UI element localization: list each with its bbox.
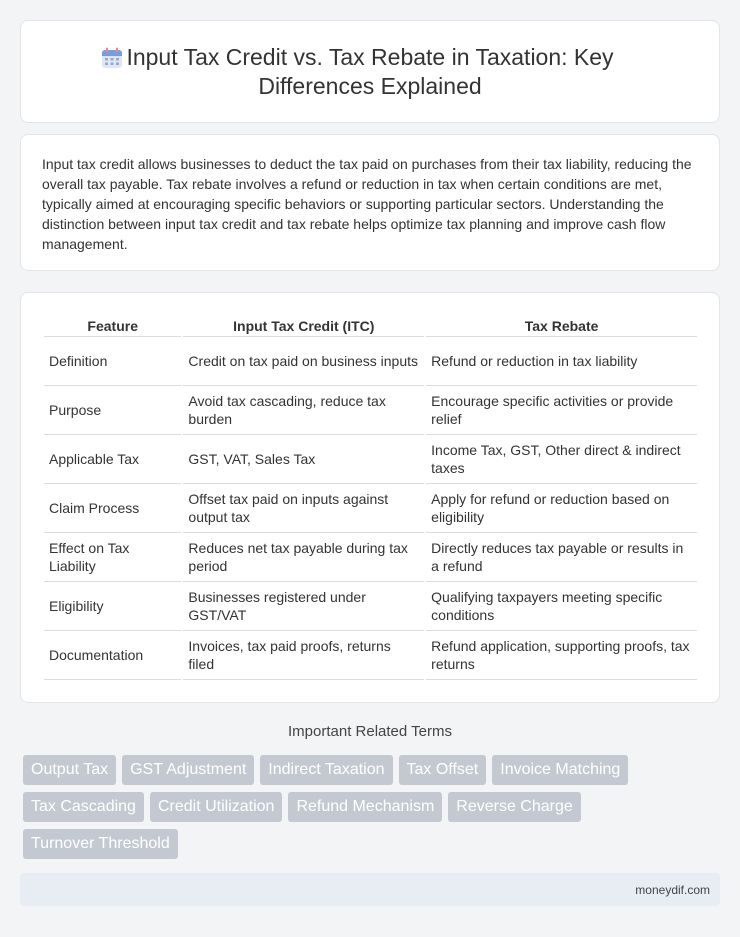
comparison-table	[42, 315, 699, 680]
intro-card	[20, 134, 720, 271]
feature-cell: Documentation	[44, 631, 181, 680]
tag-gst-adjustment[interactable]: GST Adjustment	[122, 755, 254, 785]
tag-turnover-threshold[interactable]: Turnover Threshold	[23, 829, 178, 859]
table-row	[44, 435, 697, 484]
table-row	[44, 484, 697, 533]
feature-cell: Applicable Tax	[44, 435, 181, 484]
header-feature: Feature	[44, 315, 181, 337]
related-terms-heading: Important Related Terms	[288, 723, 452, 740]
itc-cell: Offset tax paid on inputs against output tax	[183, 484, 424, 533]
feature-cell: Definition	[44, 337, 181, 386]
itc-cell: Businesses registered under GST/VAT	[183, 582, 424, 631]
itc-cell: GST, VAT, Sales Tax	[183, 435, 424, 484]
table-row	[44, 631, 697, 680]
feature-cell: Eligibility	[44, 582, 181, 631]
header-input-tax-credit: Input Tax Credit (ITC)	[183, 315, 424, 337]
rebate-cell: Directly reduces tax payable or results in a refund	[426, 533, 697, 582]
title-card	[20, 20, 720, 123]
rebate-cell: Refund application, supporting proofs, tax returns	[426, 631, 697, 680]
tag-refund-mechanism[interactable]: Refund Mechanism	[288, 792, 442, 822]
itc-cell: Avoid tax cascading, reduce tax burden	[183, 386, 424, 435]
tag-invoice-matching[interactable]: Invoice Matching	[492, 755, 628, 785]
tag-indirect-taxation[interactable]: Indirect Taxation	[260, 755, 392, 785]
rebate-cell: Qualifying taxpayers meeting specific conditions	[426, 582, 697, 631]
table-header-row	[44, 315, 697, 337]
feature-cell: Claim Process	[44, 484, 181, 533]
rebate-cell: Apply for refund or reduction based on eligibility	[426, 484, 697, 533]
rebate-cell: Encourage specific activities or provide relief	[426, 386, 697, 435]
table-row	[44, 582, 697, 631]
itc-cell: Reduces net tax payable during tax period	[183, 533, 424, 582]
tag-tax-offset[interactable]: Tax Offset	[399, 755, 487, 785]
related-terms-list	[23, 755, 713, 859]
table-row	[44, 533, 697, 582]
page-title	[21, 43, 719, 101]
rebate-cell: Refund or reduction in tax liability	[426, 337, 697, 386]
itc-cell: Credit on tax paid on business inputs	[183, 337, 424, 386]
table-row	[44, 337, 697, 386]
comparison-table-card	[20, 292, 720, 703]
feature-cell: Purpose	[44, 386, 181, 435]
itc-cell: Invoices, tax paid proofs, returns filed	[183, 631, 424, 680]
page-title-line1: Input Tax Credit vs. Tax Rebate in Taxation: Key	[126, 44, 614, 70]
footer	[20, 873, 720, 906]
table-row	[44, 386, 697, 435]
page-title-line2: Differences Explained	[258, 73, 482, 99]
tag-output-tax[interactable]: Output Tax	[23, 755, 116, 785]
tag-credit-utilization[interactable]: Credit Utilization	[150, 792, 282, 822]
rebate-cell: Income Tax, GST, Other direct & indirect taxes	[426, 435, 697, 484]
header-tax-rebate: Tax Rebate	[426, 315, 697, 337]
tag-reverse-charge[interactable]: Reverse Charge	[448, 792, 581, 822]
tag-tax-cascading[interactable]: Tax Cascading	[23, 792, 144, 822]
feature-cell: Effect on Tax Liability	[44, 533, 181, 582]
footer-site-link[interactable]: moneydif.com	[635, 883, 710, 897]
intro-paragraph: Input tax credit allows businesses to deduct the tax paid on purchases from their tax liability, reducing the overall tax payable. Tax rebate involves a refund or reduction in tax when certain conditions are met, typically aimed at encouraging specific behaviors or supporting particular sectors. Understanding the distinction between input tax credit and tax rebate helps optimize tax planning and improve cash flow management.	[42, 156, 692, 252]
